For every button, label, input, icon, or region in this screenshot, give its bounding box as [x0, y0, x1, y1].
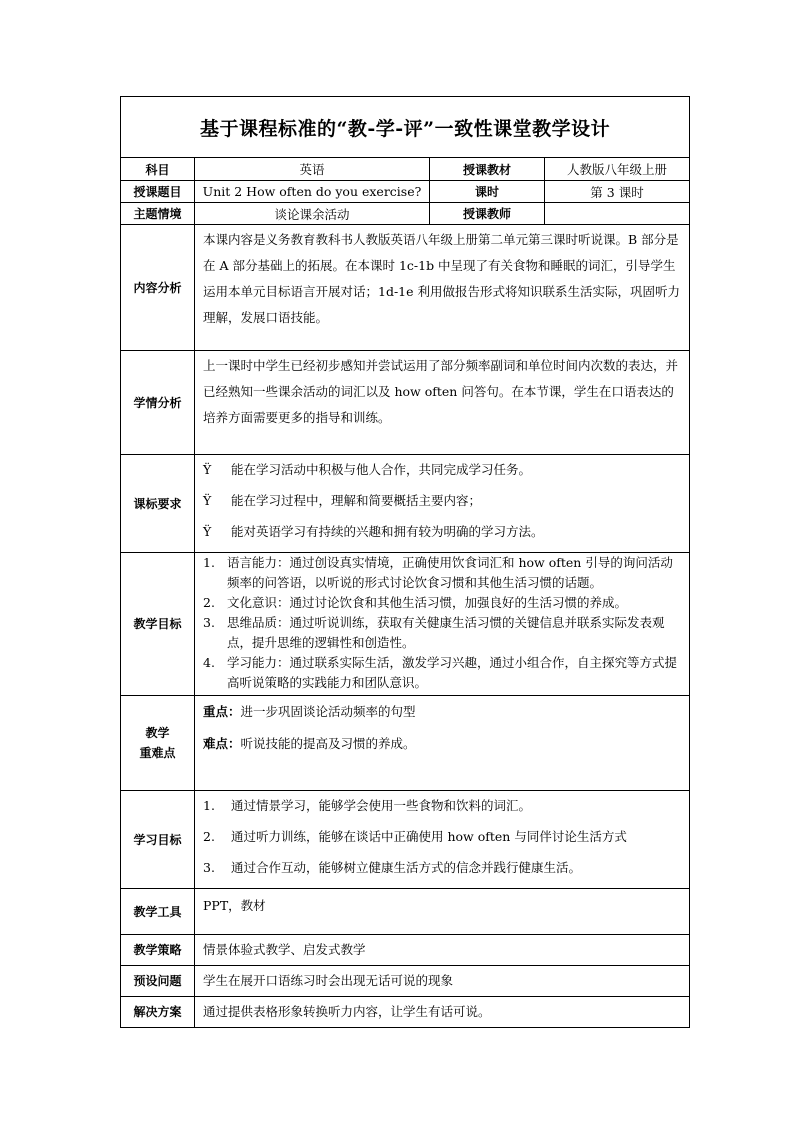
- bullet-marker: Ÿ: [203, 462, 212, 477]
- tools-cell: [195, 889, 690, 935]
- objective-item: [203, 613, 683, 653]
- standards-cell: [195, 455, 690, 553]
- key-points-label-line1: 教学: [145, 726, 170, 740]
- teacher-value: [545, 203, 690, 225]
- period-label: 课时: [430, 181, 545, 203]
- goal-number: 1.: [203, 798, 215, 813]
- bullet-marker: Ÿ: [203, 493, 212, 508]
- teaching-objectives-label: 教学目标: [121, 553, 195, 696]
- student-analysis-cell: [195, 351, 690, 455]
- key-points-label: [121, 696, 195, 791]
- objective-item: [203, 593, 683, 613]
- key-points-label-line2: 重难点: [139, 746, 176, 760]
- learning-goal-item: [203, 824, 683, 855]
- standard-item: [203, 519, 683, 550]
- solution-cell: [195, 997, 690, 1028]
- topic-label: 授课题目: [121, 181, 195, 203]
- goal-text: 通过合作互动，能够树立健康生活方式的信念并践行健康生活。: [231, 860, 582, 875]
- strategy-label: 教学策略: [121, 935, 195, 966]
- period-value: 第 3 课时: [545, 181, 690, 203]
- strategy-cell: [195, 935, 690, 966]
- goal-text: 通过情景学习，能够学会使用一些食物和饮料的词汇。: [231, 798, 532, 813]
- standard-text: 能在学习活动中积极与他人合作，共同完成学习任务。: [231, 462, 532, 477]
- goal-number: 2.: [203, 829, 215, 844]
- theme-label: 主题情境: [121, 203, 195, 225]
- objective-text: 语言能力：通过创设真实情境，正确使用饮食词汇和 how often 引导的询问活动频率的问答语，以听说的形式讨论饮食习惯和其他生活习惯的话题。: [227, 555, 673, 590]
- objective-number: 2.: [203, 595, 215, 610]
- lesson-plan-table: [120, 96, 690, 1028]
- textbook-label: 授课教材: [430, 158, 545, 181]
- difficulty-line: [203, 728, 683, 760]
- teaching-objectives-cell: [195, 553, 690, 696]
- objective-text: 学习能力：通过联系实际生活，激发学习兴趣，通过小组合作，自主探究等方式提高听说策略的实践能力和团队意识。: [227, 655, 678, 690]
- objective-number: 4.: [203, 655, 215, 670]
- standards-label: 课标要求: [121, 455, 195, 553]
- standard-item: [203, 457, 683, 488]
- solution-text: 通过提供表格形象转换听力内容，让学生有话可说。: [203, 1004, 491, 1019]
- learning-goal-item: [203, 793, 683, 824]
- document-title: 基于课程标准的“教-学-评”一致性课堂教学设计: [121, 97, 690, 158]
- problems-text: 学生在展开口语练习时会出现无话可说的现象: [203, 973, 454, 988]
- learning-goal-item: [203, 855, 683, 886]
- difficulty-label: 难点：: [203, 736, 241, 751]
- strategy-text: 情景体验式教学、启发式教学: [203, 942, 366, 957]
- content-analysis-cell: [195, 225, 690, 351]
- key-point-text: 进一步巩固谈论活动频率的句型: [240, 704, 416, 719]
- learning-goals-cell: [195, 791, 690, 889]
- problems-label: 预设问题: [121, 966, 195, 997]
- key-point-label: 重点：: [203, 704, 241, 719]
- standard-text: 能对英语学习有持续的兴趣和拥有较为明确的学习方法。: [231, 524, 544, 539]
- goal-number: 3.: [203, 860, 215, 875]
- difficulty-text: 听说技能的提高及习惯的养成。: [240, 736, 416, 751]
- topic-value: Unit 2 How often do you exercise?: [195, 181, 430, 203]
- teacher-label: 授课教师: [430, 203, 545, 225]
- tools-label: 教学工具: [121, 889, 195, 935]
- objective-number: 3.: [203, 615, 215, 630]
- standard-text: 能在学习过程中，理解和简要概括主要内容；: [231, 493, 482, 508]
- tools-text: PPT，教材: [203, 898, 266, 913]
- goal-text: 通过听力训练，能够在谈话中正确使用 how often 与同伴讨论生活方式: [231, 829, 627, 844]
- student-analysis-text: 上一课时中学生已经初步感知并尝试运用了部分频率副词和单位时间内次数的表达，并已经熟知一些课余活动的词汇以及 how often 问答句。在本节课，学生在口语表达的培养方面需要更多的指导和训练。: [203, 358, 679, 425]
- subject-label: 科目: [121, 158, 195, 181]
- standard-item: [203, 488, 683, 519]
- bullet-marker: Ÿ: [203, 524, 212, 539]
- key-point-line: [203, 696, 683, 728]
- content-analysis-label: 内容分析: [121, 225, 195, 351]
- subject-value: 英语: [195, 158, 430, 181]
- textbook-value: 人教版八年级上册: [545, 158, 690, 181]
- objective-text: 文化意识：通过讨论饮食和其他生活习惯，加强良好的生活习惯的养成。: [227, 595, 628, 610]
- content-analysis-text: 本课内容是义务教育教科书人教版英语八年级上册第二单元第三课时听说课。B 部分是在 A 部分基础上的拓展。在本课时 1c-1b 中呈现了有关食物和睡眠的词汇，引导学生运用本单元目标语言开展对话；1d-1e 利用做报告形式将知识联系生活实际，巩固听力理解，发展口语技能。: [203, 232, 681, 325]
- learning-goals-label: 学习目标: [121, 791, 195, 889]
- problems-cell: [195, 966, 690, 997]
- objective-number: 1.: [203, 555, 215, 570]
- key-points-cell: [195, 696, 690, 791]
- theme-value: 谈论课余活动: [195, 203, 430, 225]
- objective-item: [203, 653, 683, 693]
- student-analysis-label: 学情分析: [121, 351, 195, 455]
- objective-text: 思维品质：通过听说训练，获取有关健康生活习惯的关键信息并联系实际发表观点，提升思维的逻辑性和创造性。: [227, 615, 665, 650]
- objective-item: [203, 553, 683, 593]
- solution-label: 解决方案: [121, 997, 195, 1028]
- teaching-objectives-list: [203, 553, 683, 693]
